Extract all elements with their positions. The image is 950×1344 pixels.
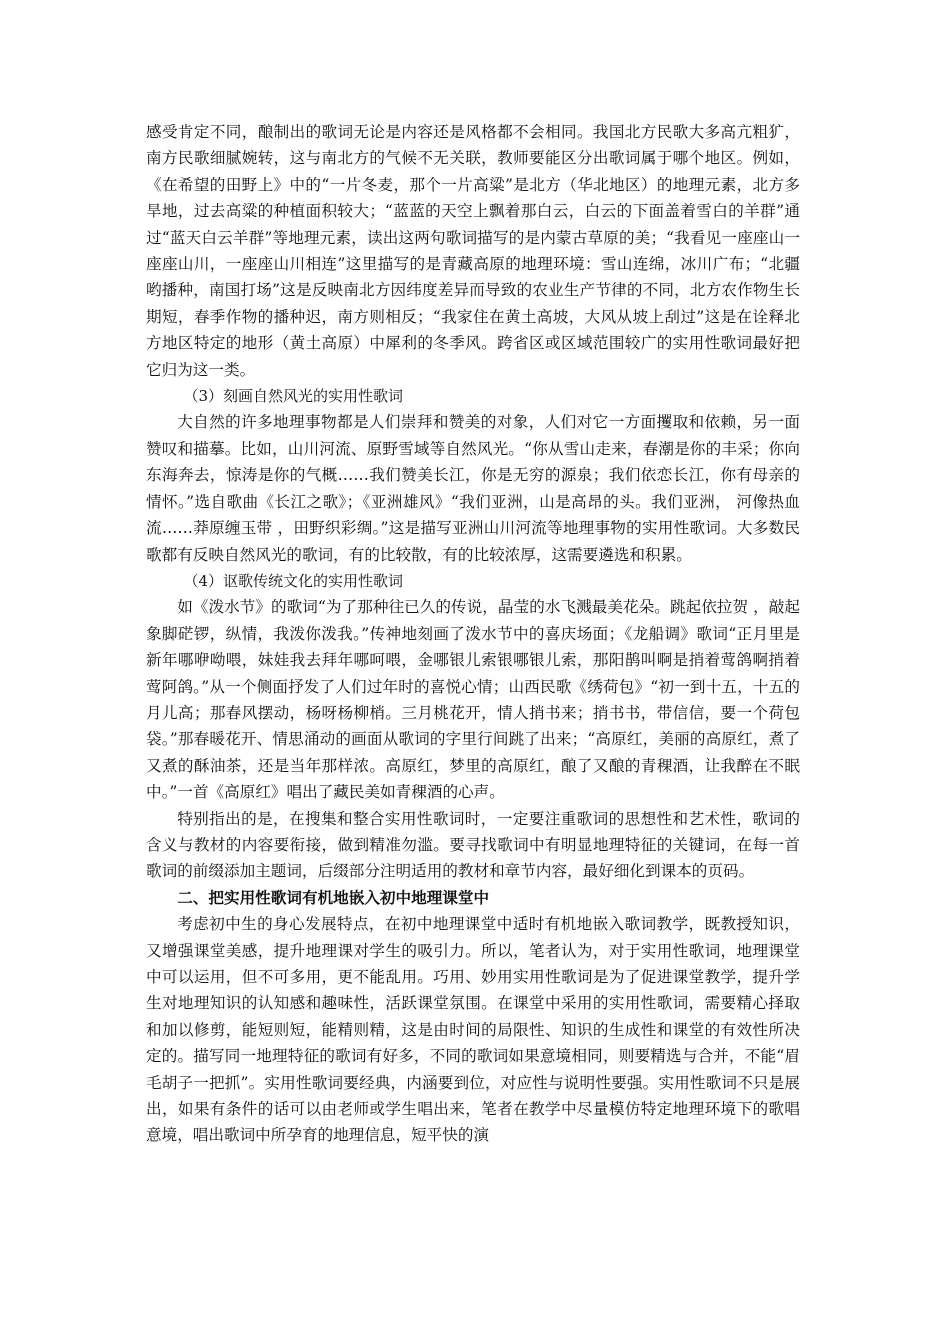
subsection-3-paragraph: 大自然的许多地理事物都是人们崇拜和赞美的对象，人们对它一方面攫取和依赖，另一面赞叹和描摹。比如，山川河流、原野雪域等自然风光。“你从雪山走来，春潮是你的丰采；你向东海奔去，惊涛是你的气概……我们赞美长江，你是无穷的源泉；我们依恋长江，你有母亲的情怀。”选自歌曲《长江之歌》；《亚洲雄风》“我们亚洲，山是高昂的头。我们亚洲， 河像热血流……莽原缠玉带 ，田野织彩绸。”这是描写亚洲山川河流等地理事物的实用性歌词。大多数民歌都有反映自然风光的歌词，有的比较散，有的比较浓厚，这需要遴选和积累。 [146, 413, 800, 564]
note-paragraph: 特别指出的是，在搜集和整合实用性歌词时，一定要注重歌词的思想性和艺术性，歌词的含义与教材的内容要衔接，做到精准勿滥。要寻找歌词中有明显地理特征的关键词，在每一首歌词的前缀添加主题词，后缀部分注明适用的教材和章节内容，最好细化到课本的页码。 [146, 809, 800, 881]
subsection-4-paragraph: 如《泼水节》的歌词“为了那种往已久的传说，晶莹的水飞溅最美花朵。跳起依拉贺 ，敲起象脚硭锣，纵情，我泼你泼我。”传神地刻画了泼水节中的喜庆场面；《龙船调》歌词“正月里是新年哪咿呦喂，妹娃我去拜年哪呵喂，金哪银儿索银哪银儿索，那阳鹊叫啊是捎着莺鸽啊捎着莺阿鸽。”从一个侧面抒发了人们过年时的喜悦心情；山西民歌《绣荷包》“初一到十五，十五的月儿高；那春风摆动，杨呀杨柳梢。三月桃花开，情人捎书来；捎书书，带信信，要一个荷包袋。”那春暖花开、情思涌动的画面从歌词的字里行间跳了出来；“高原红，美丽的高原红，煮了又煮的酥油茶，还是当年那样浓。高原红，梦里的高原红，酿了又酿的青稞酒，让我醉在不眠中。”一首《高原红》唱出了藏民美如青稞酒的心声。 [146, 598, 800, 802]
intro-paragraph: 感受肯定不同，酿制出的歌词无论是内容还是风格都不会相同。我国北方民歌大多高亢粗犷，南方民歌细腻婉转，这与南北方的气候不无关联，教师要能区分出歌词属于哪个地区。例如，《在希望的田野上》中的“一片冬麦，那个一片高粱”是北方（华北地区）的地理元素，北方多旱地，过去高粱的种植面积较大；“蓝蓝的天空上飘着那白云，白云的下面盖着雪白的羊群”通过“蓝天白云羊群”等地理元素，读出这两句歌词描写的是内蒙古草原的美；“我看见一座座山一座座山川，一座座山川相连”这里描写的是青藏高原的地理环境：雪山连绵，冰川广布；“北疆哟播种，南国打场”这是反映南北方因纬度差异而导致的农业生产节律的不同，北方农作物生长期短，春季作物的播种迟，南方则相反；“我家住在黄土高坡，大风从坡上刮过”这是在诠释北方地区特定的地形（黄土高原）中犀利的冬季风。跨省区或区域范围较广的实用性歌词最好把它归为这一类。 [146, 123, 800, 379]
subsection-4-heading: （4）讴歌传统文化的实用性歌词 [183, 571, 404, 590]
subsection-3-heading: （3）刻画自然风光的实用性歌词 [183, 387, 404, 406]
document-page [146, 119, 800, 1149]
section-2-heading: 二、把实用性歌词有机地嵌入初中地理课堂中 [177, 887, 490, 907]
section-2-paragraph: 考虑初中生的身心发展特点，在初中地理课堂中适时有机地嵌入歌词教学，既教授知识，又增强课堂美感，提升地理课对学生的吸引力。所以，笔者认为，对于实用性歌词，地理课堂中可以运用，但不可多用，更不能乱用。巧用、妙用实用性歌词是为了促进课堂教学，提升学生对地理知识的认知感和趣味性，活跃课堂氛围。在课堂中采用的实用性歌词，需要精心择取和加以修剪，能短则短，能精则精，这是由时间的局限性、知识的生成性和课堂的有效性所决定的。描写同一地理特征的歌词有好多，不同的歌词如果意境相同，则要精选与合并，不能“眉毛胡子一把抓”。实用性歌词要经典，内涵要到位，对应性与说明性要强。实用性歌词不只是展出，如果有条件的话可以由老师或学生唱出来，笔者在教学中尽量模仿特定地理环境下的歌唱意境，唱出歌词中所孕育的地理信息，短平快的演 [146, 915, 800, 1145]
